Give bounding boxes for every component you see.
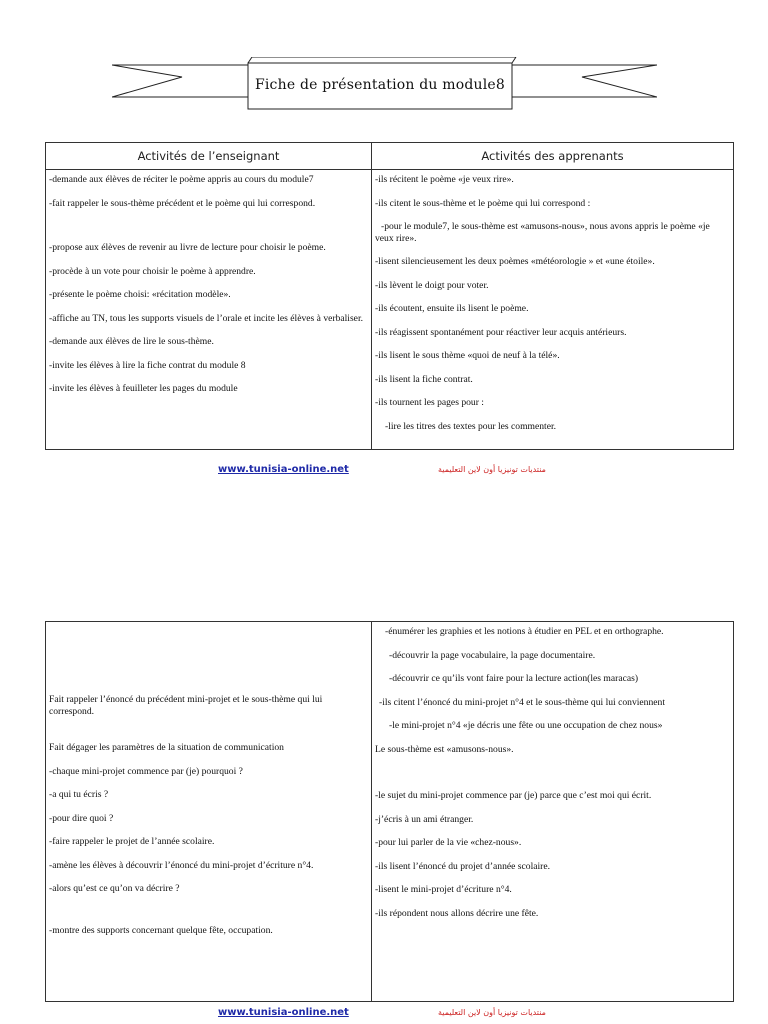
list-item: -découvrir la page vocabulaire, la page documentaire.: [389, 649, 596, 661]
list-item: -demande aux élèves de lire le sous-thème.: [49, 336, 214, 347]
list-item: -affiche au TN, tous les supports visuels de l’orale et incite les élèves à verbaliser.: [49, 312, 364, 324]
list-item: -lire les titres des textes pour les commenter.: [385, 420, 557, 432]
list-item: -ils tournent les pages pour :: [375, 397, 484, 408]
list-item: -alors qu’est ce qu’on va décrire ?: [49, 883, 180, 894]
list-item: -chaque mini-projet commence par (je) pourquoi ?: [49, 765, 243, 777]
list-item: Le sous-thème est «amusons-nous».: [375, 743, 514, 755]
list-item: -ils lisent l’énoncé du projet d’année scolaire.: [375, 860, 551, 872]
footer: [0, 1007, 768, 1023]
footer-site-link[interactable]: www.tunisia-online.net: [218, 464, 349, 475]
list-item: -pour dire quoi ?: [49, 812, 114, 824]
list-item: Fait dégager les paramètres de la situation de communication: [49, 742, 284, 753]
list-item: -faire rappeler le projet de l’année scolaire.: [49, 836, 215, 847]
list-item: -montre des supports concernant quelque fête, occupation.: [49, 924, 273, 936]
list-item: -présente le poème choisi: «récitation modèle».: [49, 289, 231, 300]
list-item: -ils citent le sous-thème et le poème qui lui correspond :: [375, 197, 591, 209]
footer-site-link[interactable]: www.tunisia-online.net: [218, 1007, 349, 1018]
list-item: -fait rappeler le sous-thème précédent et le poème qui lui correspond.: [49, 197, 316, 209]
list-item: -ils répondent nous allons décrire une fête.: [375, 907, 539, 919]
list-item: -lisent le mini-projet d’écriture n°4.: [375, 884, 512, 895]
header-learners: Activités des apprenants: [372, 143, 734, 170]
table-header-row: [46, 143, 734, 170]
list-item: -invite les élèves à lire la fiche contrat du module 8: [49, 359, 246, 371]
list-item: -a qui tu écris ?: [49, 789, 109, 800]
teacher-activities-cell: [46, 170, 372, 450]
list-item: -ils récitent le poème «je veux rire».: [375, 174, 514, 185]
list-item: -le mini-projet n°4 «je décris une fête ou une occupation de chez nous»: [389, 720, 663, 731]
list-item: -demande aux élèves de réciter le poème appris au cours du module7: [49, 174, 314, 185]
list-item: -ils écoutent, ensuite ils lisent le poème.: [375, 303, 529, 314]
list-item: -pour lui parler de la vie «chez-nous».: [375, 837, 522, 848]
list-item: -j’écris à un ami étranger.: [375, 813, 474, 825]
teacher-activities-cell: [46, 622, 372, 1002]
list-item: -lisent silencieusement les deux poèmes «météorologie » et «une étoile».: [375, 256, 655, 267]
list-item: -procède à un vote pour choisir le poème à apprendre.: [49, 265, 256, 277]
list-item: Fait rappeler l’énoncé du précédent mini-projet et le sous-thème qui lui correspond.: [49, 694, 323, 717]
list-item: -amène les élèves à découvrir l’énoncé du mini-projet d’écriture n°4.: [49, 859, 314, 871]
footer-arabic-text: منتديات تونيزيا أون لاين التعليمية: [438, 465, 546, 474]
list-item: -pour le module7, le sous-thème est «amusons-nous», nous avons appris le poème «je veux rire».: [375, 221, 710, 244]
learner-activities-cell: [372, 622, 734, 1002]
header-teacher: Activités de l’enseignant: [46, 143, 372, 170]
title-banner: [112, 57, 657, 121]
list-item: -découvrir ce qu’ils vont faire pour la lecture action(les maracas): [389, 673, 639, 684]
activities-table-mini-project: [45, 621, 734, 1002]
table-row: [46, 170, 734, 450]
page-title: Fiche de présentation du module8: [254, 77, 506, 93]
activities-table-module-intro: [45, 142, 734, 450]
list-item: -ils lisent le sous thème «quoi de neuf à la télé».: [375, 350, 560, 361]
footer: [0, 464, 768, 480]
list-item: -ils réagissent spontanément pour réactiver leur acquis antérieurs.: [375, 326, 627, 338]
list-item: -invite les élèves à feuilleter les pages du module: [49, 383, 238, 394]
footer-arabic-text: منتديات تونيزيا أون لاين التعليمية: [438, 1008, 546, 1017]
list-item: -ils lisent la fiche contrat.: [375, 373, 473, 385]
list-item: -ils citent l’énoncé du mini-projet n°4 et le sous-thème qui lui conviennent: [379, 696, 665, 708]
learner-activities-cell: [372, 170, 734, 450]
list-item: -énumérer les graphies et les notions à étudier en PEL et en orthographe.: [385, 626, 664, 637]
list-item: -ils lèvent le doigt pour voter.: [375, 279, 489, 291]
list-item: -le sujet du mini-projet commence par (je) parce que c’est moi qui écrit.: [375, 790, 652, 801]
table-row: [46, 622, 734, 1002]
list-item: -propose aux élèves de revenir au livre de lecture pour choisir le poème.: [49, 242, 326, 253]
